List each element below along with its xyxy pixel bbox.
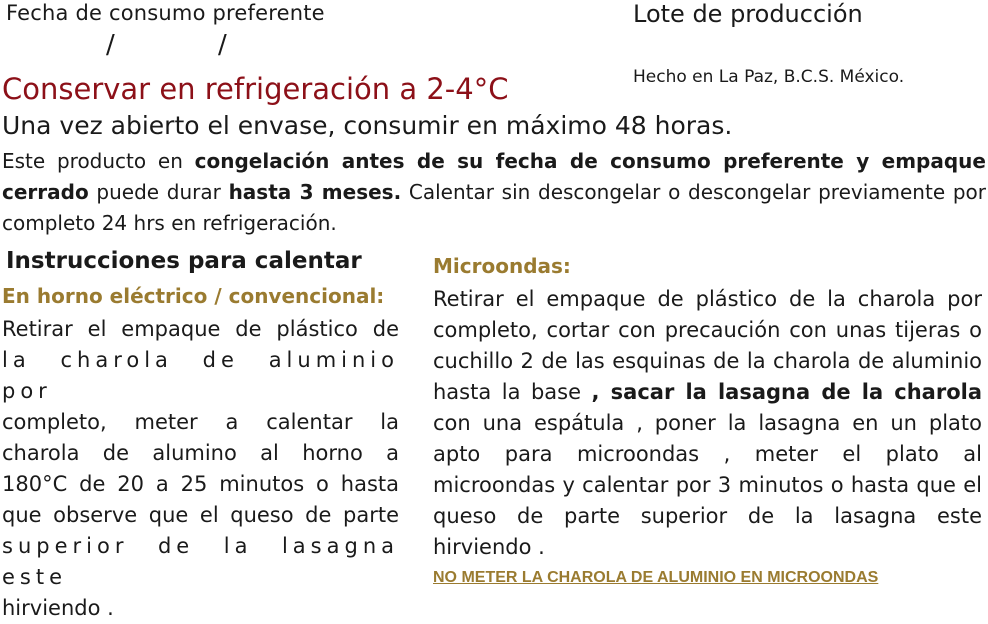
microwave-bold-text: , sacar la lasagna de la charola (591, 380, 982, 404)
heating-instructions-title: Instrucciones para calentar (6, 248, 362, 274)
microwave-section-title: Microondas: (433, 254, 571, 278)
freeze-text: Este producto en (2, 149, 195, 173)
microwave-instructions (433, 284, 982, 563)
freeze-bold-text: congelación antes de su fecha de consumo preferente y empaque cerrado (2, 149, 986, 204)
date-separator: / (218, 30, 227, 60)
oven-line: Retirar el empaque de plástico de (2, 317, 399, 341)
freeze-bold-text: hasta 3 meses. (228, 180, 402, 204)
oven-section-title: En horno eléctrico / convencional: (2, 284, 385, 308)
oven-line: superior de la lasagna este (2, 534, 399, 589)
refrigeration-notice: Conservar en refrigeración a 2-4°C (2, 72, 509, 106)
date-field (106, 30, 330, 60)
oven-line: que observe que el queso de parte (2, 503, 399, 527)
best-before-label: Fecha de consumo preferente (6, 1, 325, 25)
freezing-notice (2, 146, 986, 239)
once-opened-notice: Una vez abierto el envase, consumir en máximo 48 horas. (2, 111, 733, 140)
freeze-text: puede durar (88, 180, 229, 204)
made-in-text: Hecho en La Paz, B.C.S. México. (633, 67, 905, 87)
freeze-text: Calentar sin descongelar o descongelar previamente por completo 24 hrs en refrigeración. (2, 180, 986, 235)
microwave-text: con una espátula , poner la lasagna en un plato apto para microondas , meter el plato al microondas y calentar por 3 minutos o hasta que el queso de parte superior de la lasagna este hirviendo . (433, 411, 982, 559)
oven-line: 180°C de 20 a 25 minutos o hasta (2, 472, 399, 496)
oven-line: la charola de aluminio por (2, 348, 399, 403)
date-separator: / (106, 30, 115, 60)
microwave-text: Retirar el empaque de plástico de la charola por completo, cortar con precaución con unas tijeras o cuchillo 2 de las esquinas de la charola de aluminio hasta la base (433, 287, 982, 404)
oven-line: hirviendo . (2, 596, 114, 620)
oven-line: charola de alumino al horno a (2, 441, 399, 465)
oven-line: completo, meter a calentar la (2, 410, 399, 434)
microwave-warning: NO METER LA CHAROLA DE ALUMINIO EN MICROONDAS (433, 569, 879, 586)
oven-instructions (2, 314, 399, 624)
lot-label: Lote de producción (633, 0, 863, 28)
